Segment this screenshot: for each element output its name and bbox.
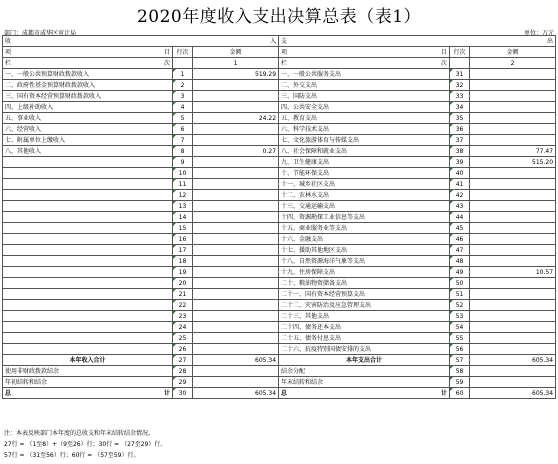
expense-amount bbox=[470, 366, 556, 377]
expense-amount bbox=[470, 278, 556, 289]
expense-item-label: 七、文化旅游体育与传媒支出 bbox=[279, 135, 450, 146]
expense-row-number: 50 bbox=[450, 278, 470, 289]
income-row-number: 30 bbox=[173, 388, 193, 399]
income-amount bbox=[193, 179, 279, 190]
expense-row-number: 48 bbox=[450, 256, 470, 267]
expense-amount bbox=[470, 201, 556, 212]
income-item-label bbox=[3, 179, 173, 190]
expense-amount-header: 金额 bbox=[470, 47, 556, 58]
income-row-number: 28 bbox=[173, 366, 193, 377]
table-row bbox=[3, 300, 556, 311]
income-row-number: 2 bbox=[173, 80, 193, 91]
total-row bbox=[3, 355, 556, 366]
expense-item-label: 一、一般公共服务支出 bbox=[279, 69, 450, 80]
income-amount bbox=[193, 80, 279, 91]
expense-item-label: 年末结转和结余 bbox=[279, 377, 450, 388]
expense-amount bbox=[470, 69, 556, 80]
expense-item-label: 二十、粮油物资储备支出 bbox=[279, 278, 450, 289]
note-line: 注：本表反映部门本年度的总收支和年末结转结余情况。 bbox=[4, 430, 155, 437]
income-section-label: 收 bbox=[5, 37, 12, 45]
income-amount bbox=[193, 245, 279, 256]
expense-amount: 605.34 bbox=[470, 388, 556, 399]
expense-row-number: 38 bbox=[450, 146, 470, 157]
expense-row-number: 37 bbox=[450, 135, 470, 146]
income-amount bbox=[193, 267, 279, 278]
unit-label: 部门：成都市成华区审计局 bbox=[4, 30, 77, 37]
expense-row-number: 36 bbox=[450, 124, 470, 135]
currency-label: 单位：万元 bbox=[523, 30, 554, 37]
income-item-label bbox=[3, 267, 173, 278]
expense-row-number: 55 bbox=[450, 333, 470, 344]
expense-amount bbox=[470, 190, 556, 201]
table-row bbox=[3, 278, 556, 289]
expense-section-label: 支 bbox=[281, 37, 288, 45]
income-col-suffix: 次 bbox=[163, 59, 170, 67]
income-row-number: 3 bbox=[173, 91, 193, 102]
expense-item-label: 二十四、债务还本支出 bbox=[279, 322, 450, 333]
expense-row-number: 32 bbox=[450, 80, 470, 91]
table-row bbox=[3, 179, 556, 190]
income-row-number: 17 bbox=[173, 245, 193, 256]
income-row-number: 14 bbox=[173, 212, 193, 223]
expense-row-number: 56 bbox=[450, 344, 470, 355]
expense-row-number: 57 bbox=[450, 355, 470, 366]
table-row bbox=[3, 245, 556, 256]
table-row bbox=[3, 135, 556, 146]
income-row-number: 20 bbox=[173, 278, 193, 289]
expense-item-label: 二十三、其他支出 bbox=[279, 311, 450, 322]
expense-item-label: 二十六、抗疫特别国债安排的支出 bbox=[279, 344, 450, 355]
table-row bbox=[3, 344, 556, 355]
table-row bbox=[3, 212, 556, 223]
income-row-number: 5 bbox=[173, 113, 193, 124]
table-row bbox=[3, 113, 556, 124]
income-item-label: 五、事业收入 bbox=[3, 113, 173, 124]
income-item-label bbox=[3, 300, 173, 311]
income-row-number: 29 bbox=[173, 377, 193, 388]
income-amount bbox=[193, 344, 279, 355]
expense-amount bbox=[470, 289, 556, 300]
expense-amount bbox=[470, 168, 556, 179]
expense-row-number: 58 bbox=[450, 366, 470, 377]
income-amount: 24.22 bbox=[193, 113, 279, 124]
table-row bbox=[3, 234, 556, 245]
income-row-number: 7 bbox=[173, 135, 193, 146]
expense-item-label: 十二、农林水支出 bbox=[279, 190, 450, 201]
income-amount bbox=[193, 201, 279, 212]
total-row bbox=[3, 388, 556, 399]
column-header-row bbox=[3, 47, 556, 58]
income-item-label: 二、政府性基金预算财政拨款收入 bbox=[3, 80, 173, 91]
income-item-label: 本年收入合计 bbox=[3, 355, 173, 366]
expense-row-number: 33 bbox=[450, 91, 470, 102]
table-row bbox=[3, 333, 556, 344]
expense-item-label: 三、国防支出 bbox=[279, 91, 450, 102]
income-item-label: 年初结转和结余 bbox=[3, 377, 173, 388]
income-row-number: 21 bbox=[173, 289, 193, 300]
income-amount bbox=[193, 300, 279, 311]
expense-row-number: 59 bbox=[450, 377, 470, 388]
expense-section-suffix: 出 bbox=[547, 37, 554, 45]
expense-item-label: 十四、资源勘探工业信息等支出 bbox=[279, 212, 450, 223]
income-item-label: 使用非财政拨款结余 bbox=[3, 366, 173, 377]
expense-amount bbox=[470, 377, 556, 388]
income-item-label bbox=[3, 168, 173, 179]
expense-row-number: 52 bbox=[450, 300, 470, 311]
expense-col-suffix: 次 bbox=[441, 59, 448, 67]
table-row bbox=[3, 223, 556, 234]
income-item-label: 总 bbox=[5, 389, 12, 397]
footnotes bbox=[4, 428, 166, 461]
column-index-row bbox=[3, 58, 556, 69]
income-row-number: 6 bbox=[173, 124, 193, 135]
expense-amount bbox=[470, 245, 556, 256]
expense-item-label: 九、卫生健康支出 bbox=[279, 157, 450, 168]
income-row-number: 24 bbox=[173, 322, 193, 333]
income-amount bbox=[193, 212, 279, 223]
expense-amount bbox=[470, 256, 556, 267]
income-amount bbox=[193, 322, 279, 333]
income-row-number: 4 bbox=[173, 102, 193, 113]
income-item-label bbox=[3, 201, 173, 212]
income-amount bbox=[193, 311, 279, 322]
expense-row-number: 51 bbox=[450, 289, 470, 300]
income-item-label bbox=[3, 311, 173, 322]
income-item-label bbox=[3, 223, 173, 234]
expense-rowno-header: 行次 bbox=[450, 47, 470, 58]
summary-table bbox=[2, 35, 556, 399]
expense-item-label: 二十二、灾害防治及应急管理支出 bbox=[279, 300, 450, 311]
total-row bbox=[3, 366, 556, 377]
total-row bbox=[3, 377, 556, 388]
expense-col-label: 栏 bbox=[281, 59, 288, 67]
expense-item-label: 十一、城乡社区支出 bbox=[279, 179, 450, 190]
income-row-number: 9 bbox=[173, 157, 193, 168]
expense-amount bbox=[470, 344, 556, 355]
expense-item-label-suffix: 计 bbox=[441, 389, 448, 397]
expense-amount: 605.34 bbox=[470, 355, 556, 366]
income-item-label bbox=[3, 212, 173, 223]
income-item-label bbox=[3, 245, 173, 256]
income-amount bbox=[193, 333, 279, 344]
table-row bbox=[3, 69, 556, 80]
expense-item-label: 本年支出合计 bbox=[279, 355, 450, 366]
income-amount bbox=[193, 223, 279, 234]
table-row bbox=[3, 146, 556, 157]
income-item-label: 七、附属单位上缴收入 bbox=[3, 135, 173, 146]
expense-amount bbox=[470, 91, 556, 102]
expense-label-wrap bbox=[281, 389, 447, 398]
income-amount bbox=[193, 278, 279, 289]
income-item-label-suffix: 计 bbox=[163, 389, 170, 397]
income-amount bbox=[193, 157, 279, 168]
income-item-label bbox=[3, 278, 173, 289]
expense-item-label: 六、科学技术支出 bbox=[279, 124, 450, 135]
income-amount: 519.29 bbox=[193, 69, 279, 80]
expense-item-label: 十、节能环保支出 bbox=[279, 168, 450, 179]
income-row-number: 27 bbox=[173, 355, 193, 366]
income-item-header-suffix: 目 bbox=[163, 48, 170, 56]
expense-row-number: 40 bbox=[450, 168, 470, 179]
note-line: 57行 = （31至56）行；60行 = （57至59）行。 bbox=[4, 452, 140, 459]
income-item-label: 八、其他收入 bbox=[3, 146, 173, 157]
expense-row-number: 54 bbox=[450, 322, 470, 333]
expense-item-header: 项 bbox=[281, 48, 288, 56]
income-item-label: 六、经营收入 bbox=[3, 124, 173, 135]
income-row-number: 11 bbox=[173, 179, 193, 190]
income-amount bbox=[193, 91, 279, 102]
expense-amount bbox=[470, 322, 556, 333]
section-header-row bbox=[3, 36, 556, 47]
expense-item-label: 八、社会保障和就业支出 bbox=[279, 146, 450, 157]
expense-item-label: 四、公共安全支出 bbox=[279, 102, 450, 113]
expense-item-label: 十八、自然资源海洋气象等支出 bbox=[279, 256, 450, 267]
expense-row-number: 53 bbox=[450, 311, 470, 322]
expense-item-header-suffix: 目 bbox=[441, 48, 448, 56]
income-amount: 605.34 bbox=[193, 388, 279, 399]
expense-item-label: 二十一、国有资本经营预算支出 bbox=[279, 289, 450, 300]
table-row bbox=[3, 201, 556, 212]
income-item-header: 项 bbox=[5, 48, 12, 56]
expense-amount bbox=[470, 179, 556, 190]
expense-item-label: 十九、住房保障支出 bbox=[279, 267, 450, 278]
table-row bbox=[3, 256, 556, 267]
expense-row-number: 35 bbox=[450, 113, 470, 124]
expense-amount bbox=[470, 311, 556, 322]
table-row bbox=[3, 267, 556, 278]
expense-col-index: 2 bbox=[470, 58, 556, 69]
income-row-number: 26 bbox=[173, 344, 193, 355]
income-amount bbox=[193, 377, 279, 388]
table-row bbox=[3, 168, 556, 179]
table-row bbox=[3, 80, 556, 91]
expense-amount: 77.47 bbox=[470, 146, 556, 157]
income-row-number: 13 bbox=[173, 201, 193, 212]
income-amount bbox=[193, 289, 279, 300]
income-amount: 0.27 bbox=[193, 146, 279, 157]
income-amount: 605.34 bbox=[193, 355, 279, 366]
income-row-number: 10 bbox=[173, 168, 193, 179]
expense-item-label: 结余分配 bbox=[279, 366, 450, 377]
expense-amount bbox=[470, 333, 556, 344]
expense-row-number: 43 bbox=[450, 201, 470, 212]
expense-row-number: 42 bbox=[450, 190, 470, 201]
table-row bbox=[3, 124, 556, 135]
expense-item-label: 十六、金融支出 bbox=[279, 234, 450, 245]
income-item-label: 三、国有资本经营预算财政拨款收入 bbox=[3, 91, 173, 102]
income-amount-header: 金额 bbox=[193, 47, 279, 58]
income-row-number: 1 bbox=[173, 69, 193, 80]
income-item-label bbox=[3, 289, 173, 300]
expense-item-label: 二、外交支出 bbox=[279, 80, 450, 91]
income-amount bbox=[193, 234, 279, 245]
expense-amount bbox=[470, 124, 556, 135]
income-amount bbox=[193, 190, 279, 201]
expense-amount bbox=[470, 80, 556, 91]
expense-row-number: 34 bbox=[450, 102, 470, 113]
income-item-label bbox=[3, 322, 173, 333]
expense-item-label: 五、教育支出 bbox=[279, 113, 450, 124]
table-row bbox=[3, 190, 556, 201]
income-amount bbox=[193, 168, 279, 179]
expense-row-number: 47 bbox=[450, 245, 470, 256]
expense-item-label: 二十五、债务付息支出 bbox=[279, 333, 450, 344]
income-item-label bbox=[3, 157, 173, 168]
expense-row-number: 45 bbox=[450, 223, 470, 234]
income-item-label bbox=[3, 190, 173, 201]
income-row-number: 25 bbox=[173, 333, 193, 344]
expense-row-number: 41 bbox=[450, 179, 470, 190]
table-row bbox=[3, 289, 556, 300]
expense-amount: 515.20 bbox=[470, 157, 556, 168]
expense-row-number: 46 bbox=[450, 234, 470, 245]
income-amount bbox=[193, 102, 279, 113]
income-amount bbox=[193, 256, 279, 267]
income-item-label bbox=[3, 344, 173, 355]
table-row bbox=[3, 102, 556, 113]
expense-amount bbox=[470, 102, 556, 113]
expense-amount bbox=[470, 234, 556, 245]
expense-item-label: 十七、援助其他地区支出 bbox=[279, 245, 450, 256]
income-col-label: 栏 bbox=[5, 59, 12, 67]
table-row bbox=[3, 157, 556, 168]
expense-amount bbox=[470, 300, 556, 311]
expense-amount bbox=[470, 212, 556, 223]
income-rowno-header: 行次 bbox=[173, 47, 193, 58]
table-row bbox=[3, 311, 556, 322]
table-row bbox=[3, 322, 556, 333]
table-row bbox=[3, 91, 556, 102]
income-row-number: 15 bbox=[173, 223, 193, 234]
report-title: 2020年度收入支出决算总表（表1） bbox=[136, 7, 422, 27]
expense-item-label: 十五、商业服务业等支出 bbox=[279, 223, 450, 234]
note-line: 27行 = （1至8）+（9至26）行；30行 = （27至29）行。 bbox=[4, 441, 167, 448]
income-row-number: 23 bbox=[173, 311, 193, 322]
expense-amount: 10.57 bbox=[470, 267, 556, 278]
expense-amount bbox=[470, 113, 556, 124]
income-amount bbox=[193, 124, 279, 135]
income-row-number: 8 bbox=[173, 146, 193, 157]
expense-row-number: 31 bbox=[450, 69, 470, 80]
income-item-label: 四、上级补助收入 bbox=[3, 102, 173, 113]
income-item-label bbox=[3, 256, 173, 267]
income-row-number: 18 bbox=[173, 256, 193, 267]
income-item-label bbox=[3, 333, 173, 344]
income-col-index: 1 bbox=[193, 58, 279, 69]
income-label-wrap bbox=[5, 389, 170, 398]
expense-row-number: 44 bbox=[450, 212, 470, 223]
income-row-number: 12 bbox=[173, 190, 193, 201]
income-item-label: 一、一般公共预算财政拨款收入 bbox=[3, 69, 173, 80]
income-row-number: 19 bbox=[173, 267, 193, 278]
expense-item-label: 十三、交通运输支出 bbox=[279, 201, 450, 212]
income-amount bbox=[193, 366, 279, 377]
income-item-label bbox=[3, 234, 173, 245]
income-row-number: 16 bbox=[173, 234, 193, 245]
expense-amount bbox=[470, 223, 556, 234]
expense-row-number: 60 bbox=[450, 388, 470, 399]
expense-row-number: 49 bbox=[450, 267, 470, 278]
income-section-suffix: 入 bbox=[270, 37, 277, 45]
expense-row-number: 39 bbox=[450, 157, 470, 168]
expense-item-label: 总 bbox=[281, 389, 288, 397]
expense-amount bbox=[470, 135, 556, 146]
income-row-number: 22 bbox=[173, 300, 193, 311]
income-amount bbox=[193, 135, 279, 146]
